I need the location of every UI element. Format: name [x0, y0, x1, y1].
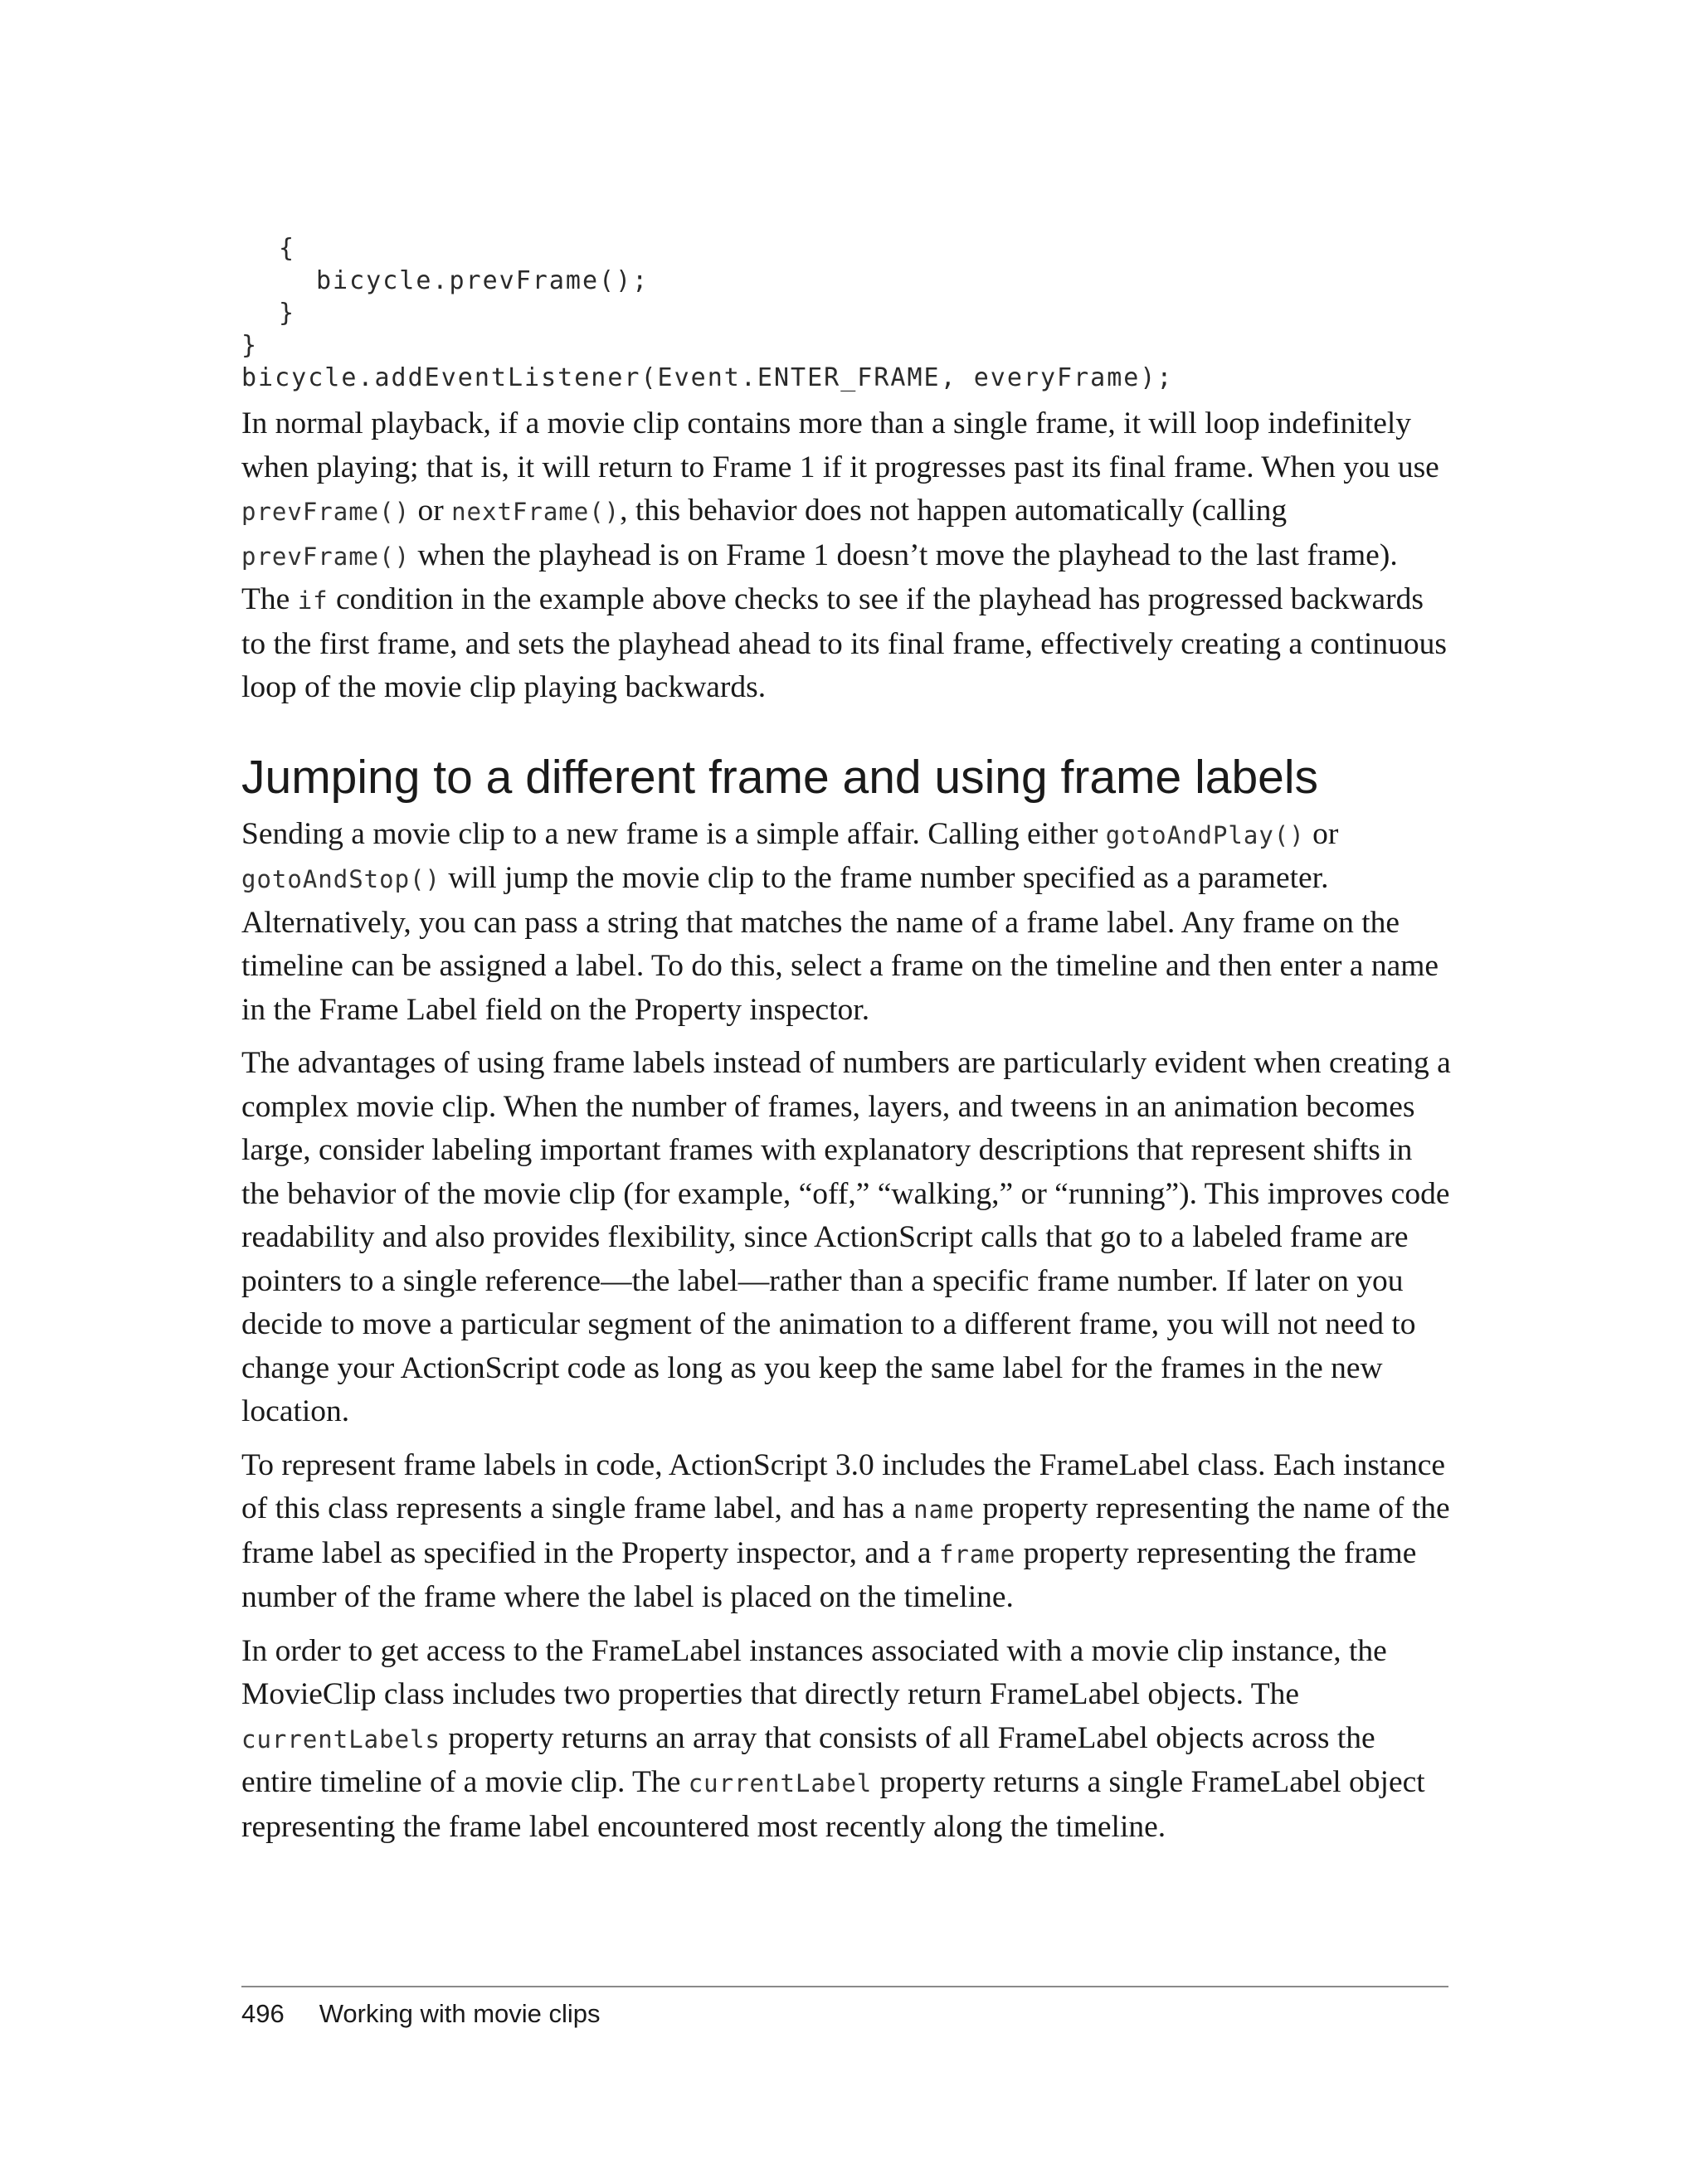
page-number: 496	[241, 1999, 285, 2028]
paragraph-currentlabels	[241, 1630, 1453, 1850]
inline-code: frame	[938, 1540, 1016, 1569]
section-heading: Jumping to a different frame and using frame labels	[241, 750, 1319, 804]
code-line: bicycle.addEventListener(Event.ENTER_FRAME, everyFrame);	[241, 363, 1174, 392]
text-run: To represent frame labels in code, ActionScript 3.0 includes the FrameLabel class. Each instance of this class represents a single frame label, and has a	[241, 1447, 1446, 1525]
text-run: when the playhead is on Frame 1 doesn’t move the playhead to the last frame). The	[241, 537, 1398, 616]
inline-code: if	[297, 586, 329, 615]
code-line: bicycle.prevFrame();	[316, 266, 650, 295]
paragraph-loop-behavior	[241, 402, 1453, 710]
code-line: {	[279, 234, 296, 263]
page-footer	[241, 1999, 601, 2029]
inline-code: gotoAndPlay()	[1105, 820, 1305, 849]
footer-divider	[241, 1986, 1448, 1987]
chapter-title: Working with movie clips	[319, 1999, 601, 2028]
text-run: Sending a movie clip to a new frame is a simple affair. Calling either	[241, 816, 1106, 851]
code-block	[241, 232, 1453, 394]
inline-code: name	[913, 1496, 975, 1524]
paragraph-frame-label-advantages	[241, 1042, 1453, 1434]
text-run: , this behavior does not happen automatically (calling	[620, 494, 1288, 528]
inline-code: prevFrame()	[241, 542, 411, 571]
paragraph-goto-methods	[241, 813, 1453, 1033]
text-run: or	[1304, 816, 1339, 851]
inline-code: currentLabel	[688, 1769, 873, 1797]
text-run: property representing the frame number of the frame where the label is placed on the timeline.	[241, 1535, 1417, 1614]
inline-code: nextFrame()	[451, 498, 621, 526]
code-line: }	[279, 299, 296, 328]
inline-code: gotoAndStop()	[241, 865, 441, 893]
text-run: or	[410, 494, 452, 528]
text-run: property returns an array that consists of all FrameLabel objects across the entire timeline of a movie clip. The	[241, 1720, 1375, 1799]
code-line: }	[241, 331, 259, 360]
inline-code: currentLabels	[241, 1724, 441, 1754]
inline-code: prevFrame()	[241, 498, 411, 526]
text-run: property representing the name of the frame label as specified in the Property inspector, and a	[241, 1491, 1450, 1570]
text-run: will jump the movie clip to the frame number specified as a parameter. Alternatively, you can pass a string that matches the name of a frame label. Any frame on the timeline can be assigned a label. To do this, select a frame on the timeline and then enter a name in the Frame Label field on the Property inspector.	[241, 861, 1439, 1027]
text-run: In normal playback, if a movie clip contains more than a single frame, it will loop indefinitely when playing; that is, it will return to Frame 1 if it progresses past its final frame. When you use	[241, 406, 1439, 484]
text-run: property returns a single FrameLabel object representing the frame label encountered most recently along the timeline.	[241, 1765, 1425, 1844]
page-body	[241, 232, 1453, 1859]
text-run: The advantages of using frame labels instead of numbers are particularly evident when creating a complex movie clip. When the number of frames, layers, and tweens in an animation becomes large, consider labeling important frames with explanatory descriptions that represent shifts in the behavior of the movie clip (for example, “off,” “walking,” or “running”). This improves code readability and also provides flexibility, since ActionScript calls that go to a labeled frame are pointers to a single reference—the label—rather than a specific frame number. If later on you decide to move a particular segment of the animation to a different frame, you will not need to change your ActionScript code as long as you keep the same label for the frames in the new location.	[241, 1046, 1451, 1428]
text-run: condition in the example above checks to see if the playhead has progressed backwards to the first frame, and sets the playhead ahead to its final frame, effectively creating a continuous loop of the movie clip playing backwards.	[241, 582, 1447, 704]
text-run: In order to get access to the FrameLabel instances associated with a movie clip instance, the MovieClip class includes two properties that directly return FrameLabel objects. The	[241, 1633, 1387, 1711]
paragraph-framelabel-class	[241, 1444, 1453, 1620]
